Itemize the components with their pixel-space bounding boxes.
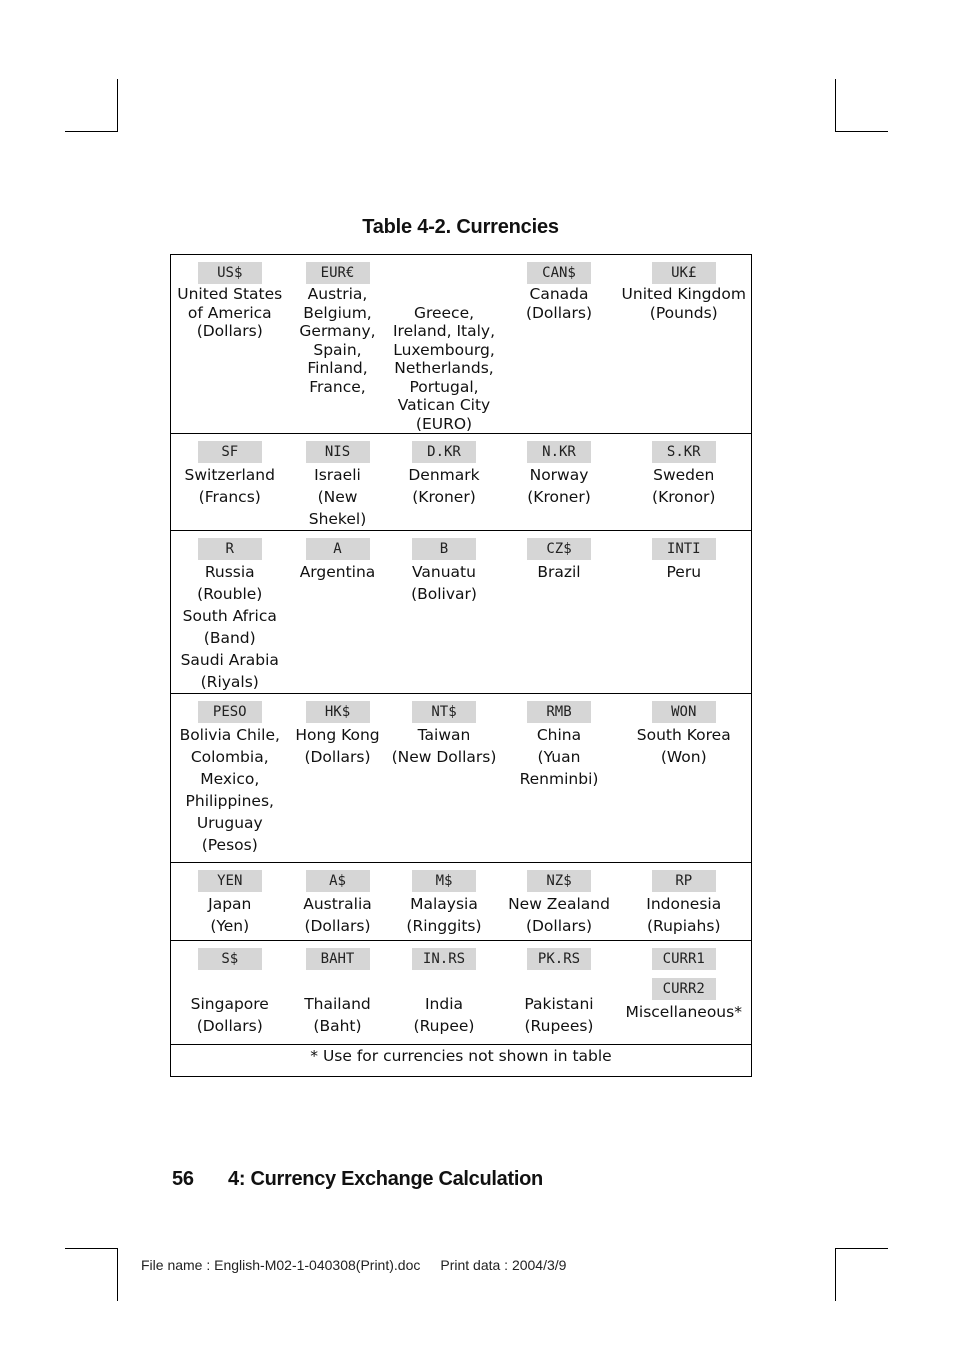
country-names — [289, 893, 387, 937]
country-line: (Kroner) — [412, 488, 476, 506]
currency-cell — [617, 255, 752, 434]
page-number: 56 — [172, 1168, 194, 1190]
country-line: (Dollars) — [196, 1017, 263, 1035]
currency-cell — [617, 863, 752, 941]
country-line: (Dollars) — [304, 748, 371, 766]
page-footer-heading — [172, 1168, 543, 1191]
crop-mark-top-left-v — [117, 79, 118, 132]
currency-cell — [617, 941, 752, 1045]
currency-code-display: RMB — [527, 701, 591, 723]
country-names — [171, 993, 289, 1037]
chapter-title: 4: Currency Exchange Calculation — [228, 1168, 543, 1190]
country-line: Malaysia — [410, 895, 478, 913]
currency-cell — [502, 255, 617, 434]
country-line: Japan — [208, 895, 252, 913]
country-line: India — [424, 995, 464, 1013]
table-title: Table 4-2. Currencies — [362, 216, 559, 238]
currency-code-display: BAHT — [306, 948, 370, 970]
country-line: Russia — [204, 563, 255, 581]
country-line: (New Dollars) — [391, 748, 497, 766]
country-line: United States — [177, 285, 283, 303]
currency-code-display: M$ — [412, 870, 476, 892]
table-row — [171, 694, 752, 863]
country-line: (Baht) — [313, 1017, 362, 1035]
country-names — [171, 285, 289, 341]
country-line: (Won) — [660, 748, 707, 766]
currency-cell — [289, 255, 387, 434]
country-line: (Dollars) — [525, 917, 593, 935]
currency-code-display: N.KR — [527, 441, 591, 463]
currency-code-display: UK£ — [652, 262, 716, 284]
country-names — [502, 285, 617, 322]
country-line — [387, 285, 502, 304]
country-line: (Kronor) — [652, 488, 716, 506]
currency-cell — [617, 694, 752, 863]
currency-code-display: HK$ — [306, 701, 370, 723]
country-line: Indonesia — [646, 895, 722, 913]
country-line: Belgium, — [303, 303, 372, 322]
country-line: Luxembourg, — [393, 340, 495, 359]
file-name: File name : English-M02-1-040308(Print).doc — [141, 1257, 421, 1273]
currency-cell — [387, 531, 502, 694]
currency-code-display: YEN — [198, 870, 262, 892]
country-names — [387, 724, 502, 768]
currency-code-display: NZ$ — [527, 870, 591, 892]
country-line: Thailand — [304, 995, 371, 1013]
currency-cell — [502, 941, 617, 1045]
country-line: (Ringgits) — [406, 917, 482, 935]
country-line: (Riyals) — [200, 673, 259, 691]
currency-code-display: CAN$ — [527, 262, 591, 284]
country-line: (Band) — [203, 629, 256, 647]
country-line: Germany, — [299, 322, 376, 340]
table-row — [171, 531, 752, 694]
country-names — [502, 464, 617, 508]
country-line: (Yen) — [210, 917, 250, 935]
currency-code-display: CURR1 — [652, 948, 716, 970]
table-row — [171, 434, 752, 531]
country-line: United Kingdom — [621, 285, 746, 303]
currency-code-display: R — [198, 538, 262, 560]
country-line: South Africa — [182, 607, 277, 625]
crop-mark-top-right-h — [835, 131, 888, 132]
country-names — [171, 561, 289, 693]
footnote: * Use for currencies not shown in table — [171, 1045, 752, 1077]
country-line: Finland, — [307, 359, 368, 377]
country-line: (Rupiahs) — [646, 917, 721, 935]
country-line: New Zealand — [508, 895, 610, 913]
table-row — [171, 255, 752, 434]
file-info — [141, 1257, 566, 1273]
currency-cell — [171, 531, 289, 694]
country-line: Portugal, — [409, 377, 479, 396]
country-line: Hong Kong — [295, 726, 380, 744]
country-line: Vanuatu — [412, 563, 476, 581]
crop-mark-top-left-h — [65, 131, 118, 132]
currency-cell — [171, 694, 289, 863]
country-line: (Dollars) — [525, 303, 593, 322]
currency-cell — [289, 694, 387, 863]
currency-cell — [387, 863, 502, 941]
country-names — [387, 893, 502, 937]
currency-code-display: NIS — [306, 441, 370, 463]
country-line: Uruguay — [196, 814, 263, 832]
country-names — [387, 993, 502, 1037]
currency-code-display: S.KR — [652, 441, 716, 463]
currency-code-display: SF — [198, 441, 262, 463]
country-names — [289, 561, 387, 583]
country-line: (EURO) — [415, 414, 473, 433]
country-line: Argentina — [299, 563, 376, 581]
currency-cell — [617, 531, 752, 694]
country-names — [502, 724, 617, 790]
country-line: of America — [187, 303, 272, 322]
country-names — [289, 724, 387, 768]
country-line: (Bolivar) — [411, 585, 477, 603]
currency-code-display: D.KR — [412, 441, 476, 463]
country-line: Australia — [303, 895, 372, 913]
currency-code-display: IN.RS — [412, 948, 476, 970]
country-names — [289, 285, 387, 396]
footnote-row — [171, 1045, 752, 1077]
country-names — [387, 561, 502, 605]
currency-cell — [171, 863, 289, 941]
print-date: Print data : 2004/3/9 — [440, 1257, 567, 1273]
currency-cell — [502, 863, 617, 941]
country-line: Norway — [529, 466, 589, 484]
currency-code-display: NT$ — [412, 701, 476, 723]
country-names — [502, 561, 617, 583]
currency-cell — [387, 694, 502, 863]
currency-cell — [289, 863, 387, 941]
currency-code-display: A — [306, 538, 370, 560]
country-line: (Pounds) — [649, 303, 718, 322]
country-line: Saudi Arabia — [180, 651, 279, 669]
currency-cell — [387, 255, 502, 434]
country-line: Pakistani — [524, 995, 594, 1013]
country-line: Canada — [529, 285, 589, 303]
country-line: Israeli — [314, 466, 361, 484]
currency-cell — [171, 255, 289, 434]
country-line: South Korea — [636, 726, 731, 744]
crop-mark-bottom-left-v — [117, 1248, 118, 1301]
country-names — [617, 464, 752, 508]
currency-cell — [387, 434, 502, 531]
country-names — [617, 285, 752, 322]
country-line: Taiwan — [417, 726, 471, 744]
country-line: Colombia, — [190, 748, 269, 766]
country-line: Sweden — [653, 466, 715, 484]
country-line: (Dollars) — [304, 917, 371, 935]
crop-mark-bottom-left-h — [65, 1248, 118, 1249]
country-line: (New Shekel) — [308, 488, 367, 528]
crop-mark-bottom-right-h — [835, 1248, 888, 1249]
currency-cell — [289, 434, 387, 531]
country-line: Mexico, — [200, 770, 260, 788]
country-line: Austria, — [307, 285, 368, 303]
country-line: (Kroner) — [527, 488, 591, 506]
currency-cell — [171, 434, 289, 531]
country-line: Vatican City — [397, 396, 491, 414]
currency-cell — [617, 434, 752, 531]
currency-code-display: PK.RS — [527, 948, 591, 970]
currency-cell — [171, 941, 289, 1045]
country-names — [387, 464, 502, 508]
country-line: Bolivia Chile, — [179, 726, 280, 744]
currency-code-display: EUR€ — [306, 262, 370, 284]
currency-code-display: CURR2 — [652, 978, 716, 1000]
currency-cell — [502, 694, 617, 863]
crop-mark-bottom-right-v — [835, 1248, 836, 1301]
country-line: Brazil — [537, 563, 581, 581]
country-names — [617, 724, 752, 768]
country-line: Peru — [666, 563, 702, 581]
country-names — [502, 993, 617, 1037]
country-line: (Rupee) — [413, 1017, 475, 1035]
currency-cell — [502, 531, 617, 694]
country-line: Renminbi) — [519, 770, 599, 788]
currency-cell — [289, 941, 387, 1045]
country-line: Miscellaneous* — [625, 1003, 742, 1021]
currency-code-display: B — [412, 538, 476, 560]
currency-cell — [387, 941, 502, 1045]
country-line: (Francs) — [198, 488, 261, 506]
currency-code-display: INTI — [652, 538, 716, 560]
country-line: (Rupees) — [524, 1017, 594, 1035]
country-line: (Dollars) — [196, 322, 263, 340]
currency-code-display: WON — [652, 701, 716, 723]
currency-code-display: US$ — [198, 262, 262, 284]
currency-code-display: A$ — [306, 870, 370, 892]
country-names — [617, 561, 752, 583]
country-names — [171, 893, 289, 937]
country-names — [289, 993, 387, 1037]
country-line: Spain, — [313, 340, 362, 359]
table-row — [171, 863, 752, 941]
country-line: (Pesos) — [201, 836, 258, 854]
country-line: China — [536, 726, 582, 744]
currency-table — [170, 254, 752, 1077]
currency-code-display: PESO — [198, 701, 262, 723]
country-names — [617, 893, 752, 937]
currency-code-display: CZ$ — [527, 538, 591, 560]
country-line: (Rouble) — [197, 585, 263, 603]
country-line: Greece, — [413, 303, 475, 322]
table-row — [171, 941, 752, 1045]
country-names — [502, 893, 617, 937]
country-line: (Yuan — [537, 748, 581, 766]
country-line: Switzerland — [184, 466, 275, 484]
country-names — [387, 285, 502, 433]
country-line: Netherlands, — [394, 359, 494, 377]
currency-cell — [502, 434, 617, 531]
country-line: Ireland, Italy, — [392, 322, 495, 340]
country-names — [617, 1001, 752, 1023]
crop-mark-top-right-v — [835, 79, 836, 132]
country-line: Singapore — [190, 995, 269, 1013]
currency-cell — [289, 531, 387, 694]
country-names — [171, 724, 289, 856]
currency-code-display: S$ — [198, 948, 262, 970]
country-line: Denmark — [408, 466, 480, 484]
country-line: Philippines, — [185, 792, 274, 810]
country-names — [171, 464, 289, 508]
country-line: France, — [309, 377, 366, 396]
currency-code-display: RP — [652, 870, 716, 892]
country-names — [289, 464, 387, 530]
